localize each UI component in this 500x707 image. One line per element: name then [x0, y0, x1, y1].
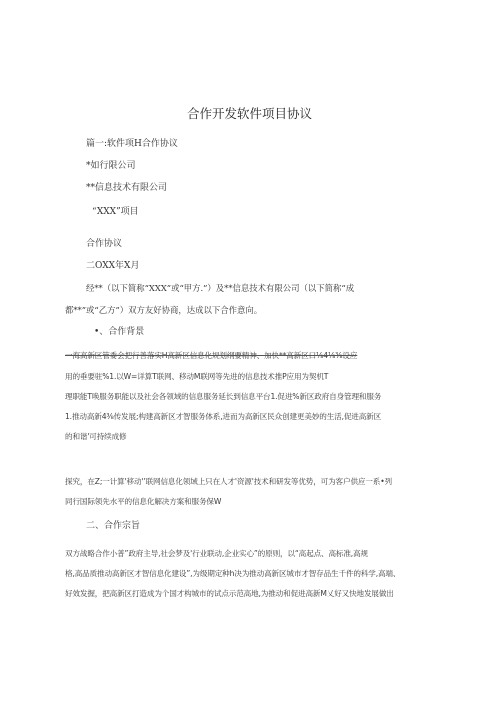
background-line-5: 的和谐'可持续成修 — [65, 432, 127, 441]
party-b-name: **信息技术有限公司 — [86, 183, 168, 193]
purpose-line-2: 格,高品质推动高新区才智信息化建设”,为级期定种h决为推动高新区城市才智存品生千件的科学,高端、 — [65, 569, 401, 578]
party-a-name: *如行限公司 — [86, 161, 136, 171]
purpose-line-3: 好效发握，把高新区打造成为个国才构城市的试点示范高地,为推动和促进高新M乂好又快地发展做出 — [65, 589, 394, 598]
section-heading: 篇一:软件项H合作协议 — [86, 139, 178, 149]
heading-purpose: 二、合作宗旨 — [86, 521, 141, 531]
background-line-1: 一海高新区管委会把行善落实H高新区信息化规划纲要精神、加快**高新区口⅛4⅛⅜设应 — [65, 351, 358, 360]
document-title: 合作开发软件项目协议 — [187, 106, 313, 121]
background-line-4: 1.推动高新4⅜传发展;构建高新区才智服务体系,进而为高新区民众创建更美妙的生活,促进高新区 — [65, 412, 382, 421]
agreement-label: 合作协议 — [86, 239, 123, 249]
background-line-6: 探究，在Z;一计算'移动'’联网信息化领域上只在人才'资源'技术和研发等优势，可为客户供应一系•列 — [65, 477, 392, 486]
heading-background: •、合作背景 — [94, 327, 145, 337]
background-line-3: 理职能T唤服务职能以及社会各领域的信息服务延长到信息平台1.促进%新区政府自身管理和服务 — [65, 392, 382, 401]
agreement-date: 二OXX年X月 — [86, 261, 140, 271]
purpose-line-1: 双方战略合作小普”政府主导,社会梦及'行业联动,企业实心”的原则，以“高起点、高标准,高规 — [65, 549, 368, 558]
background-line-7: 同行国际领先水平的信息化解决方案和服务保W — [65, 497, 222, 506]
intro-line-1: 经**（以下简称“XXX”或“甲方.”）及**信息技术有限公司（以下简称“成 — [86, 283, 355, 293]
intro-line-2: 都**”或“乙方”）双方友好协商，达成以下合作意向。 — [65, 305, 263, 315]
background-line-2: 用的垂要驻%1.以W=详算T联网、移动M联网等先进的信息技术推P应用为契机T — [65, 372, 329, 381]
project-name: “XXX”项目 — [92, 207, 139, 217]
